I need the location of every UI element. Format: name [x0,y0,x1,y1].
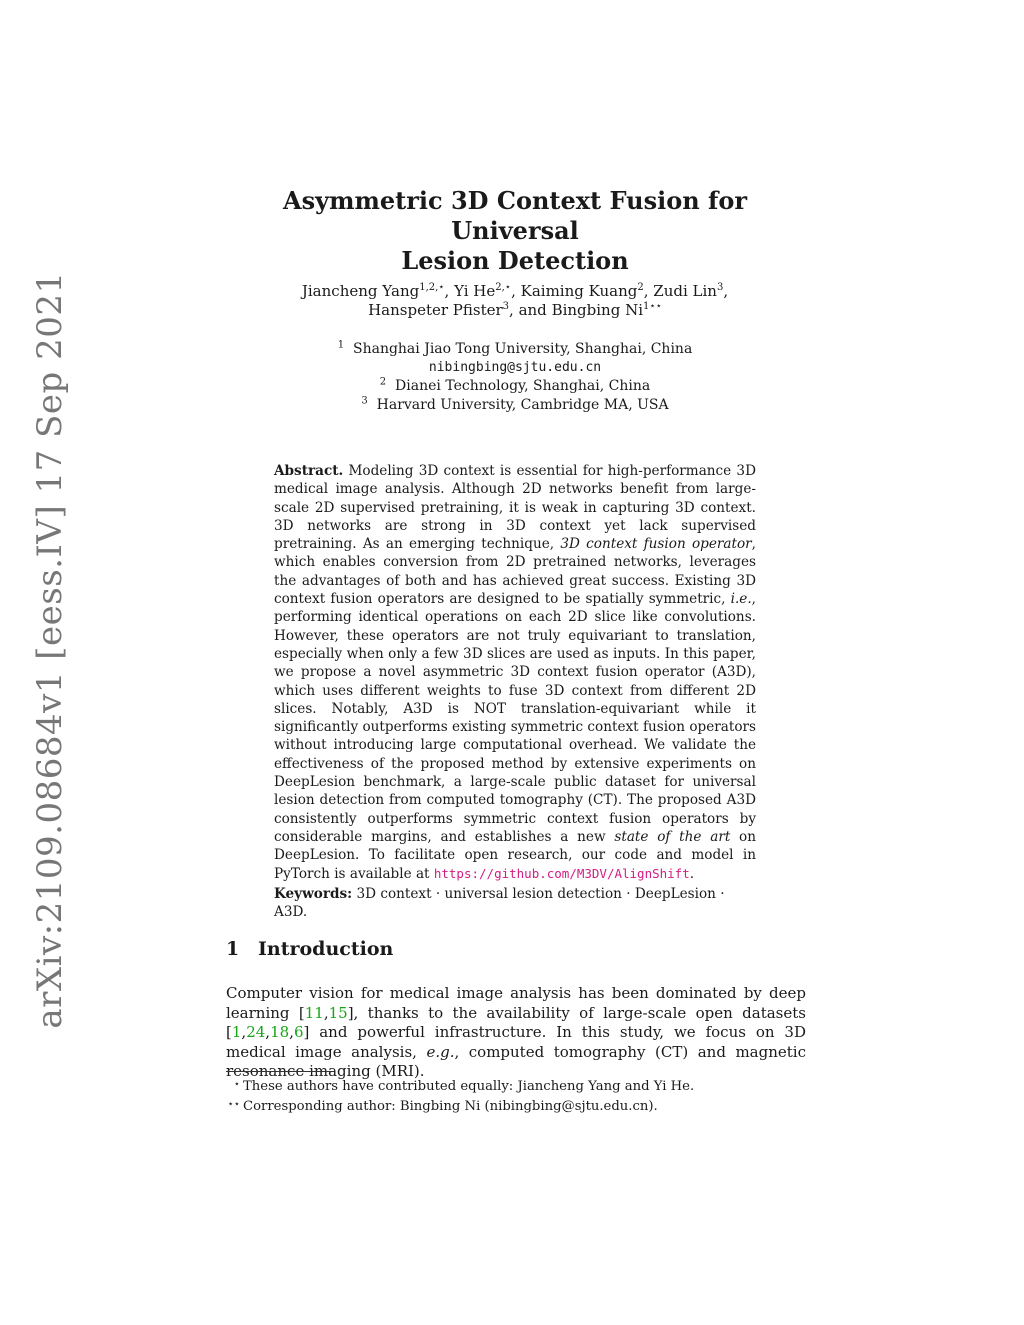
footnote-divider [226,1071,334,1072]
footnote-text: These authors have contributed equally: Jiancheng Yang and Yi He. [243,1079,695,1094]
author-separator: , [444,282,455,300]
author-name: Yi He [454,282,496,300]
affiliation-email: nibingbing@sjtu.edu.cn [428,359,602,375]
affiliation-1 [230,340,800,359]
author-separator: , [643,282,654,300]
abstract-text: Modeling 3D context is essential for high-performance 3D medical image analysis. Although 2D networks benefit from large-scale 2D supervised pretraining, it is weak in capturing 3D context. 3D networks are strong in 3D context yet lack supervised pretraining. As an emerging technique, [274,463,756,553]
abstract-emphasis: i.e. [730,591,752,608]
affiliation-text: Harvard University, Cambridge MA, USA [376,396,669,413]
author-separator: , and [509,301,552,319]
author-name: Jiancheng Yang [301,282,420,300]
affiliation-text: Shanghai Jiao Tong University, Shanghai, China [352,341,693,357]
intro-text: , [323,1003,329,1022]
title-line-2: Lesion Detection [401,246,629,275]
author-name: Hanspeter Pfister [368,301,503,319]
author-affiliation-mark: 3 [502,301,510,312]
keywords [274,885,756,922]
affiliation-number: 3 [361,394,368,406]
author-affiliation-mark: 3 [716,282,724,293]
arxiv-identifier-stamp: arXiv:2109.08684v1 [eess.IV] 17 Sep 2021 [30,271,70,1029]
footnote-mark: ⋆ [233,1079,240,1090]
footnote-equal-contribution [226,1076,806,1096]
author-separator: , [723,282,729,300]
footnote-text: Corresponding author: Bingbing Ni (nibingbing@sjtu.edu.cn). [243,1098,658,1114]
citation-link[interactable]: 15 [328,1003,348,1022]
affiliation-2 [230,377,800,396]
citation-link[interactable]: 18 [270,1023,290,1042]
affiliation-text: Dianei Technology, Shanghai, China [395,378,651,394]
author-name: Bingbing Ni [551,301,643,319]
section-title: Introduction [258,938,394,960]
author-affiliation-mark: 1⋆⋆ [643,301,662,312]
intro-text: , [289,1023,294,1042]
author-name: Zudi Lin [653,282,717,300]
abstract-text: . [689,865,695,882]
intro-text: , computed tomography (CT) and magnetic resonance imaging (MRI). [226,1042,806,1081]
author-affiliation-mark: 2 [637,282,644,293]
footnote-mark: ⋆⋆ [227,1098,240,1110]
intro-text: ] and powerful infrastructure. In this study, we focus on 3D medical image analysis, [226,1023,806,1061]
title-line-1: Asymmetric 3D Context Fusion for Universal [283,186,747,245]
abstract-emphasis: state of the art [614,828,731,845]
keywords-label: Keywords: [274,886,353,902]
author-list [230,282,800,320]
intro-text: ], thanks to the availability of large-scale open datasets [ [226,1003,806,1042]
abstract-label: Abstract. [274,463,344,479]
paper-title [230,186,800,276]
abstract-text: on DeepLesion. To facilitate open research, our code and model in PyTorch is available at [274,828,756,882]
citation-link[interactable]: 11 [304,1003,324,1022]
citation-link[interactable]: 6 [293,1023,304,1042]
abstract-text: , which enables conversion from 2D pretrained networks, leverages the advantages of both and has achieved great success. Existing 3D context fusion operators are designed to be spatially symmetric, [274,536,756,608]
abstract-text: , performing identical operations on each 2D slice like convolutions. However, these operators are not truly equivariant to translation, especially when only a few 3D slices are used as inputs. In this paper, we propose a novel asymmetric 3D context fusion operator (A3D), which uses different weights to fuse 3D context from different 2D slices. Notably, A3D is NOT translation-equivariant while it significantly outperforms existing symmetric context fusion operators without introducing large computational overhead. We validate the effectiveness of the proposed method by extensive experiments on DeepLesion benchmark, a large-scale public dataset for universal lesion detection from computed tomography (CT). The proposed A3D consistently outperforms symmetric context fusion operators by considerable margins, and establishes a new [274,591,756,845]
affiliation-number: 2 [379,376,387,388]
intro-text: , [265,1023,271,1042]
author-separator: , [511,282,521,300]
introduction-paragraph [226,984,806,1082]
author-affiliation-mark: 2,⋆ [495,282,512,293]
abstract-emphasis: 3D context fusion operator [560,536,752,553]
citation-link[interactable]: 24 [246,1023,266,1042]
citation-link[interactable]: 1 [231,1023,242,1042]
footnote-corresponding-author [226,1096,806,1116]
keywords-text: 3D context · universal lesion detection · DeepLesion · A3D. [274,886,725,921]
section-number: 1 [226,938,240,960]
intro-emphasis: e.g. [426,1042,455,1061]
affiliation-3 [230,396,800,415]
intro-text: , [241,1023,247,1042]
abstract [274,462,756,883]
author-affiliation-mark: 1,2,⋆ [419,282,445,293]
author-name: Kaiming Kuang [520,282,638,300]
section-heading-introduction [226,938,393,960]
code-repository-link[interactable]: https://github.com/M3DV/AlignShift [433,865,690,881]
footnotes [226,1076,806,1115]
affiliation-number: 1 [337,339,345,351]
intro-text: Computer vision for medical image analysis has been dominated by deep learning [ [226,984,806,1022]
affiliation-list [230,340,800,414]
